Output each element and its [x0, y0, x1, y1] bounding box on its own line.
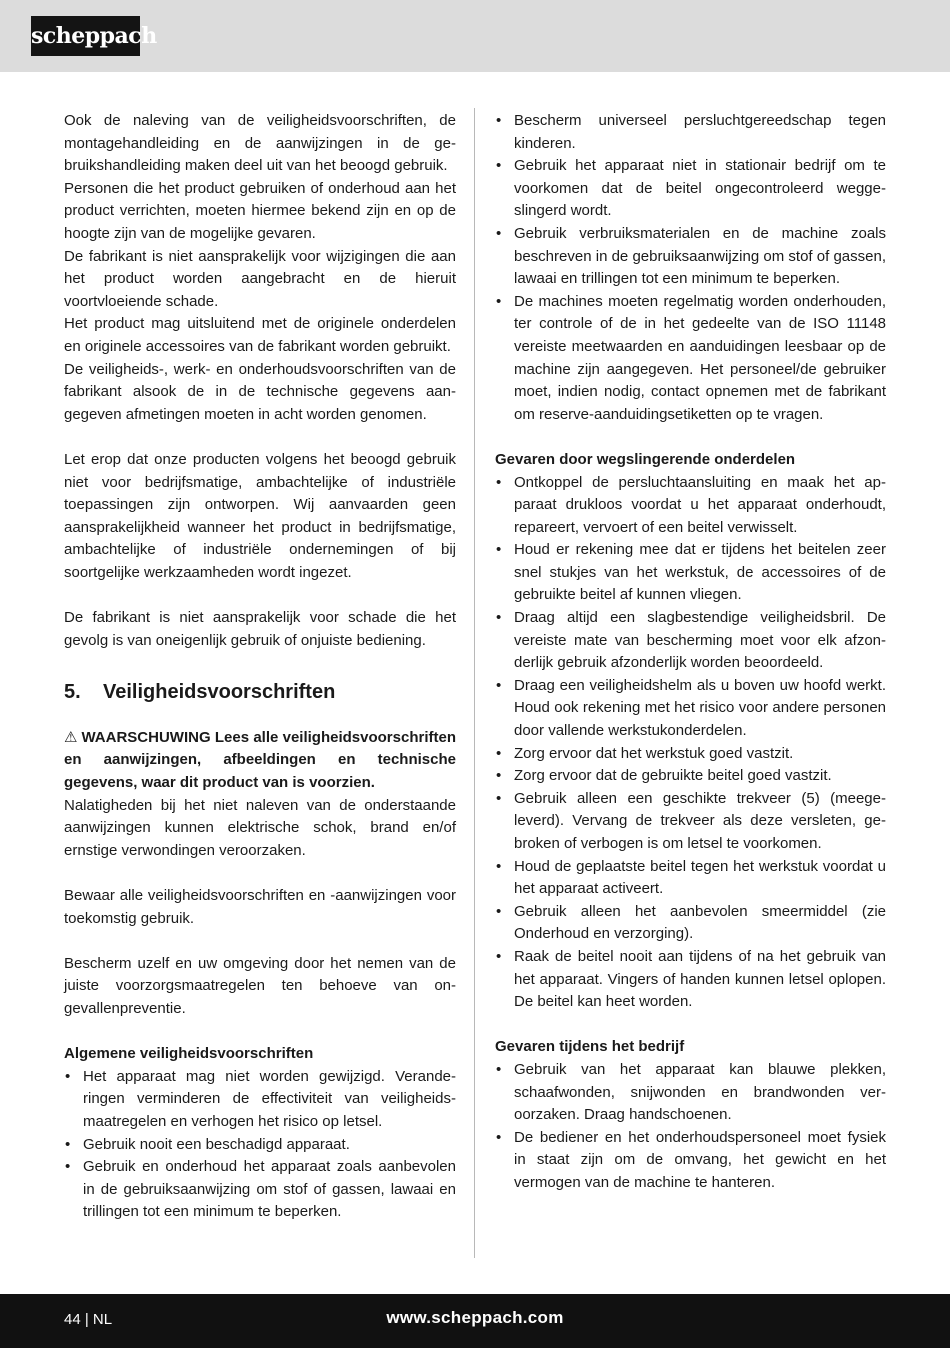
brand-logo: scheppach	[31, 16, 140, 56]
list-item: • De bediener en het onderhoudspersoneel moet fysiek in staat zijn om de omvang, het gewicht en het vermogen van de machine te hanteren.	[495, 1127, 886, 1195]
intro-paragraph: De veiligheids-, werk- en onderhoudsvoorschriften van de fabrikant alsook de in de technische gegevens aangegeven afmetingen moeten in acht worden genomen.	[64, 360, 456, 423]
list-item: • Houd de geplaatste beitel tegen het werkstuk voordat u het apparaat activeert.	[495, 856, 886, 901]
general-safety-heading: Algemene veiligheidsvoorschriften	[64, 1045, 314, 1063]
operation-hazards-list	[495, 1059, 886, 1195]
warning-triangle-icon: ⚠	[64, 728, 78, 746]
list-item: • Draag een veiligheidshelm als u boven uw hoofd werkt. Houd ook rekening met het risico voor andere personen door vallende werkstukonderdelen.	[495, 675, 886, 743]
general-safety-list	[64, 1066, 456, 1224]
warning-bold-text: WAARSCHUWING Lees alle veiligheidsvoorschriften en aanwijzingen, afbeeldingen en technische gegevens, waar dit product van is voorzien.	[64, 728, 456, 792]
list-item: • Gebruik nooit een beschadigd apparaat.	[64, 1134, 456, 1157]
list-item: • Het apparaat mag niet worden gewijzigd. Veranderingen verminderen de effectiviteit van veiligheidsmaatregelen en verhogen het risico op letsel.	[64, 1066, 456, 1134]
page-header	[0, 0, 950, 72]
intro-paragraph: Het product mag uitsluitend met de originele onderdelen en originele accessoires van de fabrikant worden gebruikt.	[64, 315, 456, 355]
list-item: • Gebruik alleen een geschikte trekveer (5) (meegeleverd). Vervang de trekveer als deze versleten, gebroken of verbogen is om letsel te voorkomen.	[495, 788, 886, 856]
list-item: • Gebruik alleen het aanbevolen smeermiddel (zie Onderhoud en verzorging).	[495, 901, 886, 946]
list-item: • Raak de beitel nooit aan tijdens of na het gebruik van het apparaat. Vingers of handen kunnen letsel oplopen. De beitel kan heet worden.	[495, 946, 886, 1014]
warning-consequence-paragraph: Nalatigheden bij het niet naleven van de onderstaande aanwijzingen kunnen elektrische schok, brand en/of ernstige verwondingen veroorzaken.	[64, 796, 456, 859]
keep-instructions-paragraph: Bewaar alle veiligheidsvoorschriften en -aanwijzingen voor toekomstig gebruik.	[64, 887, 456, 927]
list-item: • Gebruik en onderhoud het apparaat zoals aanbevolen in de gebruiksaanwijzing om stof of gassen, lawaai en trillingen tot een minimum te beperken.	[64, 1156, 456, 1224]
list-item: • Gebruik verbruiksmaterialen en de machine zoals beschreven in de gebruiksaanwijzing om stof of gassen, lawaai en trillingen tot een minimum te beperken.	[495, 223, 886, 291]
page-footer	[0, 1294, 950, 1348]
section-title: Veiligheidsvoorschriften	[103, 680, 336, 703]
list-item: • Zorg ervoor dat het werkstuk goed vastzit.	[495, 743, 886, 766]
list-item: • Gebruik van het apparaat kan blauwe plekken, schaafwonden, snijwonden en brandwonden veroorzaken. Draag handschoenen.	[495, 1059, 886, 1127]
section-heading	[64, 679, 456, 705]
intro-paragraph: Ook de naleving van de veiligheidsvoorschriften, de montagehandleiding en de aanwijzingen in de gebruikshandleiding maken deel uit van het beoogd gebruik.	[64, 112, 456, 175]
column-divider	[474, 108, 475, 1258]
flying-parts-heading: Gevaren door wegslingerende onderdelen	[495, 450, 796, 468]
list-item: • Draag altijd een slagbestendige veiligheidsbril. De vereiste mate van bescherming moet voor elk afzonderlijk gebruik afzonderlijk worden beoordeeld.	[495, 607, 886, 675]
liability-paragraph: De fabrikant is niet aansprakelijk voor schade die het gevolg is van oneigenlijk gebruik of onjuiste bediening.	[64, 609, 456, 649]
website-url: www.scheppach.com	[386, 1308, 564, 1327]
intro-paragraph: Personen die het product gebruiken of onderhoud aan het product verrichten, moeten hiermee bekend zijn en op de hoogte zijn van de mogelijke gevaren.	[64, 179, 456, 242]
warning-statement	[64, 727, 456, 795]
commercial-use-paragraph: Let erop dat onze producten volgens het beoogd gebruik niet voor bedrijfsmatige, ambachtelijke of industriële toepassingen zijn ontworpen. Wij aanvaarden geen aansprakelijkheid wanneer het product in bedrijfsmatige, ambachtelijke of industriële ondernemingen of bij soortgelijke werkzaamheden wordt ingezet.	[64, 450, 456, 581]
list-item: • Bescherm universeel persluchtgereedschap tegen kinderen.	[495, 110, 886, 155]
general-safety-list-continued	[495, 110, 886, 426]
list-item: • Zorg ervoor dat de gebruikte beitel goed vastzit.	[495, 765, 886, 788]
section-number: 5.	[64, 680, 81, 703]
right-column	[495, 110, 886, 1195]
intro-paragraph: De fabrikant is niet aansprakelijk voor wijzigingen die aan het product worden aangebracht en de hieruit voortvloeiende schade.	[64, 247, 456, 310]
list-item: • Houd er rekening mee dat er tijdens het beitelen zeer snel stukjes van het werkstuk, de accessoires of de gebruikte beitel af kunnen vliegen.	[495, 539, 886, 607]
operation-hazards-heading: Gevaren tijdens het bedrijf	[495, 1038, 685, 1056]
page-number: 44 | NL	[64, 1311, 113, 1328]
protect-paragraph: Bescherm uzelf en uw omgeving door het nemen van de juiste voorzorgsmaatregelen ten behoeve van ongevallenpreventie.	[64, 954, 456, 1017]
flying-parts-list	[495, 472, 886, 1014]
list-item: • De machines moeten regelmatig worden onderhouden, ter controle of de in het gedeelte van de ISO 11148 vereiste meetwaarden en aanduidingen leesbaar op de machine zijn aangegeven. Het personeel/de gebruiker moet, indien nodig, contact opnemen met de fabrikant om reserve-aanduidingsetiketten op te vragen.	[495, 291, 886, 427]
list-item: • Gebruik het apparaat niet in stationair bedrijf om te voorkomen dat de beitel ongecontroleerd weggeslingerd wordt.	[495, 155, 886, 223]
list-item: • Ontkoppel de persluchtaansluiting en maak het apparaat drukloos voordat u het apparaat onderhoudt, repareert, vervoert of een beitel verwisselt.	[495, 472, 886, 540]
left-column	[64, 110, 456, 1224]
